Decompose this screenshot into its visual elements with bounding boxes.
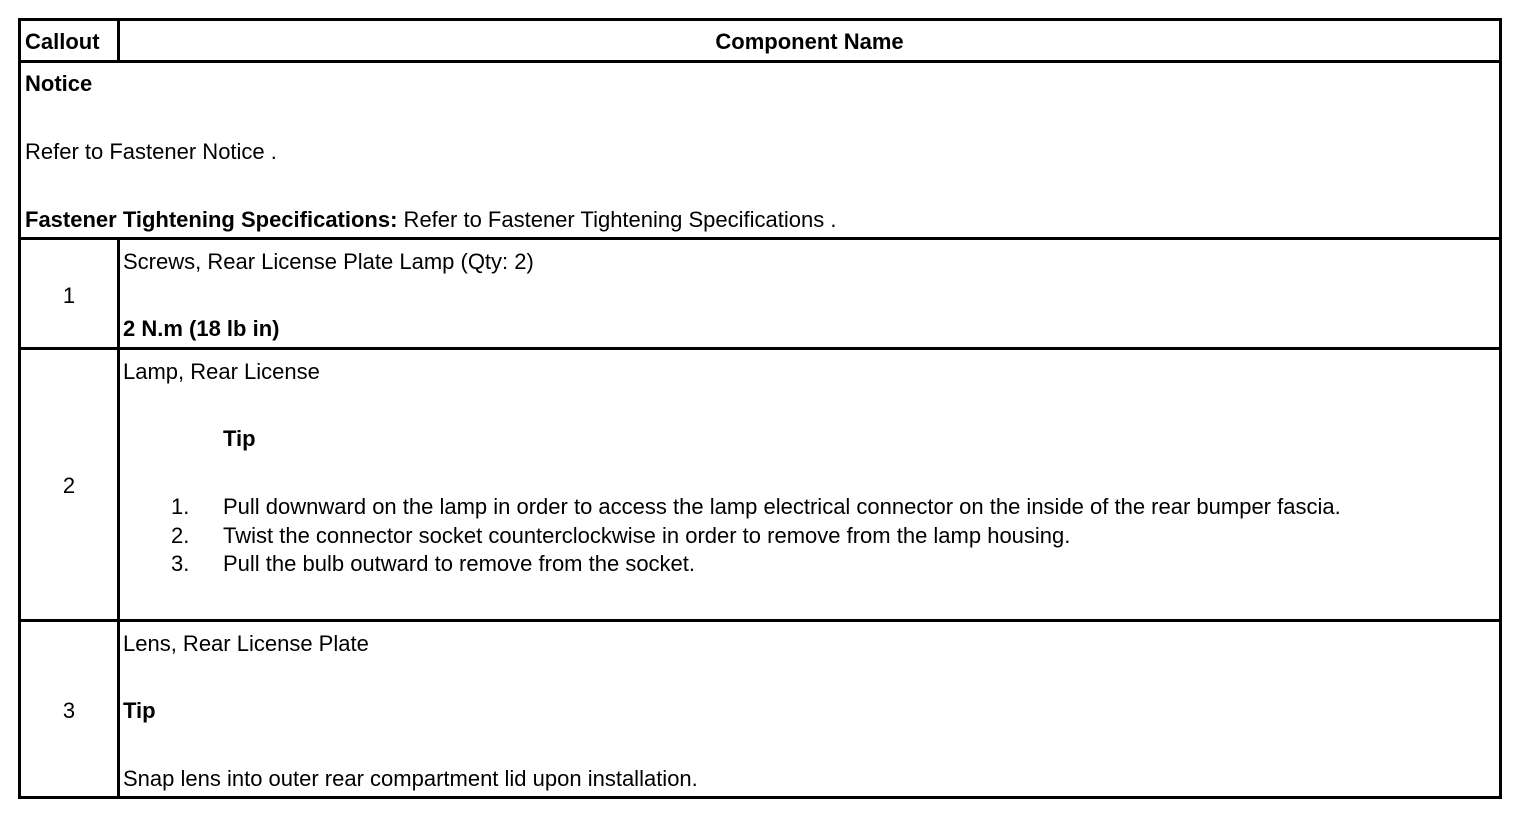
step-number: 1. [171, 494, 190, 519]
component-name: Lens, Rear License Plate [123, 631, 369, 656]
tip-title: Tip [123, 698, 156, 723]
notice-title: Notice [25, 71, 93, 96]
fastener-spec-text: Refer to Fastener Tightening Specifications . [397, 207, 837, 232]
row-divider [21, 347, 1499, 350]
step-text: Twist the connector socket counterclockwise in order to remove from the lamp housing. [223, 523, 1071, 548]
step-number: 2. [171, 523, 190, 548]
callout-number: 1 [62, 283, 76, 308]
tip-text: Snap lens into outer rear compartment lid upon installation. [123, 766, 698, 791]
fastener-spec-line [25, 207, 836, 233]
fastener-spec-label: Fastener Tightening Specifications: [25, 207, 398, 232]
step-number: 3. [171, 551, 190, 576]
row-divider [21, 60, 1499, 63]
step-text: Pull the bulb outward to remove from the socket. [223, 551, 696, 576]
header-callout: Callout [25, 29, 100, 54]
component-name: Lamp, Rear License [123, 359, 320, 384]
torque-spec: 2 N.m (18 lb in) [123, 316, 280, 341]
callout-number: 2 [62, 473, 76, 498]
component-name: Screws, Rear License Plate Lamp (Qty: 2) [123, 249, 534, 274]
component-table [18, 18, 1502, 799]
notice-text: Refer to Fastener Notice . [25, 139, 277, 164]
header-component-name: Component Name [715, 29, 904, 54]
tip-title: Tip [223, 426, 256, 451]
column-divider [117, 237, 120, 796]
callout-number: 3 [62, 698, 76, 723]
row-divider [21, 619, 1499, 622]
step-text: Pull downward on the lamp in order to access the lamp electrical connector on the inside of the rear bumper fascia. [223, 494, 1341, 519]
row-divider [21, 237, 1499, 240]
